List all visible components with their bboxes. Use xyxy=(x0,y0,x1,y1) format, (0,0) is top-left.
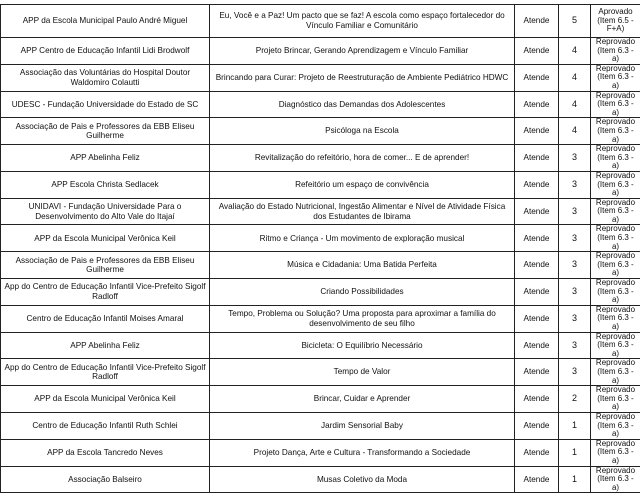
result-cell: Reprovado (Item 6.3 - a) xyxy=(591,412,640,439)
table-row xyxy=(1,118,640,145)
project-cell: Refeitório um espaço de convivência xyxy=(210,171,515,198)
score-cell: 4 xyxy=(559,118,591,145)
table-row xyxy=(1,171,640,198)
result-cell: Reprovado (Item 6.3 - a) xyxy=(591,38,640,65)
entity-cell: UNIDAVI - Fundação Universidade Para o Desenvolvimento do Alto Vale do Itajaí xyxy=(1,198,210,225)
project-cell: Jardim Sensorial Baby xyxy=(210,412,515,439)
entity-cell: Centro de Educação Infantil Moises Amaral xyxy=(1,305,210,332)
table-row xyxy=(1,225,640,252)
score-cell: 4 xyxy=(559,38,591,65)
table-row xyxy=(1,332,640,359)
projects-table xyxy=(0,4,640,493)
score-cell: 3 xyxy=(559,171,591,198)
table-row xyxy=(1,359,640,386)
status-cell: Atende xyxy=(515,305,559,332)
score-cell: 1 xyxy=(559,466,591,493)
entity-cell: APP Escola Christa Sedlacek xyxy=(1,171,210,198)
entity-cell: Associação das Voluntárias do Hospital Doutor Waldomiro Colautti xyxy=(1,64,210,91)
score-cell: 3 xyxy=(559,359,591,386)
status-cell: Atende xyxy=(515,359,559,386)
project-cell: Projeto Brincar, Gerando Aprendizagem e Vínculo Familiar xyxy=(210,38,515,65)
project-cell: Brincar, Cuidar e Aprender xyxy=(210,386,515,413)
result-cell: Reprovado (Item 6.3 - a) xyxy=(591,145,640,172)
table-row xyxy=(1,5,640,38)
table-row xyxy=(1,386,640,413)
project-cell: Tempo de Valor xyxy=(210,359,515,386)
table-row xyxy=(1,145,640,172)
status-cell: Atende xyxy=(515,225,559,252)
table-row xyxy=(1,466,640,493)
table-row xyxy=(1,305,640,332)
status-cell: Atende xyxy=(515,252,559,279)
result-cell: Reprovado (Item 6.3 - a) xyxy=(591,332,640,359)
table-row xyxy=(1,252,640,279)
entity-cell: APP Centro de Educação Infantil Lidi Brodwolf xyxy=(1,38,210,65)
entity-cell: UDESC - Fundação Universidade do Estado de SC xyxy=(1,91,210,118)
score-cell: 3 xyxy=(559,225,591,252)
entity-cell: App do Centro de Educação Infantil Vice-Prefeito Sigolf Radloff xyxy=(1,279,210,306)
status-cell: Atende xyxy=(515,412,559,439)
status-cell: Atende xyxy=(515,279,559,306)
status-cell: Atende xyxy=(515,91,559,118)
status-cell: Atende xyxy=(515,466,559,493)
status-cell: Atende xyxy=(515,171,559,198)
project-cell: Revitalização do refeitório, hora de comer... E de aprender! xyxy=(210,145,515,172)
score-cell: 3 xyxy=(559,279,591,306)
entity-cell: Centro de Educação Infantil Ruth Schlei xyxy=(1,412,210,439)
score-cell: 4 xyxy=(559,91,591,118)
status-cell: Atende xyxy=(515,118,559,145)
entity-cell: Associação de Pais e Professores da EBB Eliseu Guilherme xyxy=(1,118,210,145)
status-cell: Atende xyxy=(515,439,559,466)
result-cell: Reprovado (Item 6.3 - a) xyxy=(591,466,640,493)
project-cell: Bicicleta: O Equilíbrio Necessário xyxy=(210,332,515,359)
result-cell: Reprovado (Item 6.3 - a) xyxy=(591,225,640,252)
result-cell: Reprovado (Item 6.3 - a) xyxy=(591,198,640,225)
score-cell: 1 xyxy=(559,412,591,439)
result-cell: Aprovado (Item 6.5 - F+A) xyxy=(591,5,640,38)
table-row xyxy=(1,91,640,118)
result-cell: Reprovado (Item 6.3 - a) xyxy=(591,439,640,466)
status-cell: Atende xyxy=(515,64,559,91)
entity-cell: APP da Escola Tancredo Neves xyxy=(1,439,210,466)
entity-cell: APP da Escola Municipal Verônica Keil xyxy=(1,225,210,252)
project-cell: Diagnóstico das Demandas dos Adolescentes xyxy=(210,91,515,118)
project-cell: Psicóloga na Escola xyxy=(210,118,515,145)
table-row xyxy=(1,279,640,306)
table-row xyxy=(1,38,640,65)
project-cell: Avaliação do Estado Nutricional, Ingestão Alimentar e Nível de Atividade Física dos Estudantes de Ibirama xyxy=(210,198,515,225)
score-cell: 3 xyxy=(559,252,591,279)
status-cell: Atende xyxy=(515,145,559,172)
score-cell: 3 xyxy=(559,332,591,359)
entity-cell: APP da Escola Municipal Verônica Keil xyxy=(1,386,210,413)
score-cell: 5 xyxy=(559,5,591,38)
score-cell: 1 xyxy=(559,439,591,466)
result-cell: Reprovado (Item 6.3 - a) xyxy=(591,252,640,279)
score-cell: 2 xyxy=(559,386,591,413)
result-cell: Reprovado (Item 6.3 - a) xyxy=(591,171,640,198)
project-cell: Criando Possibilidades xyxy=(210,279,515,306)
project-cell: Musas Coletivo da Moda xyxy=(210,466,515,493)
result-cell: Reprovado (Item 6.3 - a) xyxy=(591,91,640,118)
result-cell: Reprovado (Item 6.3 - a) xyxy=(591,359,640,386)
entity-cell: APP Abelinha Feliz xyxy=(1,332,210,359)
projects-table-body xyxy=(1,5,640,493)
result-cell: Reprovado (Item 6.3 - a) xyxy=(591,305,640,332)
result-cell: Reprovado (Item 6.3 - a) xyxy=(591,279,640,306)
status-cell: Atende xyxy=(515,5,559,38)
result-cell: Reprovado (Item 6.3 - a) xyxy=(591,118,640,145)
score-cell: 4 xyxy=(559,64,591,91)
result-cell: Reprovado (Item 6.3 - a) xyxy=(591,64,640,91)
status-cell: Atende xyxy=(515,198,559,225)
project-cell: Projeto Dança, Arte e Cultura - Transformando a Sociedade xyxy=(210,439,515,466)
status-cell: Atende xyxy=(515,386,559,413)
entity-cell: APP Abelinha Feliz xyxy=(1,145,210,172)
project-cell: Brincando para Curar: Projeto de Reestruturação de Ambiente Pediátrico HDWC xyxy=(210,64,515,91)
table-row xyxy=(1,439,640,466)
result-cell: Reprovado (Item 6.3 - a) xyxy=(591,386,640,413)
project-cell: Eu, Você e a Paz! Um pacto que se faz! A escola como espaço fortalecedor do Vínculo Familiar e Comunitário xyxy=(210,5,515,38)
table-row xyxy=(1,412,640,439)
entity-cell: Associação Balseiro xyxy=(1,466,210,493)
entity-cell: App do Centro de Educação Infantil Vice-Prefeito Sigolf Radloff xyxy=(1,359,210,386)
status-cell: Atende xyxy=(515,38,559,65)
score-cell: 3 xyxy=(559,145,591,172)
table-row xyxy=(1,198,640,225)
project-cell: Ritmo e Criança - Um movimento de exploração musical xyxy=(210,225,515,252)
score-cell: 3 xyxy=(559,305,591,332)
status-cell: Atende xyxy=(515,332,559,359)
score-cell: 3 xyxy=(559,198,591,225)
entity-cell: APP da Escola Municipal Paulo André Miguel xyxy=(1,5,210,38)
project-cell: Tempo, Problema ou Solução? Uma proposta para aproximar a família do desenvolvimento de seu filho xyxy=(210,305,515,332)
project-cell: Música e Cidadania: Uma Batida Perfeita xyxy=(210,252,515,279)
table-row xyxy=(1,64,640,91)
entity-cell: Associação de Pais e Professores da EBB Eliseu Guilherme xyxy=(1,252,210,279)
